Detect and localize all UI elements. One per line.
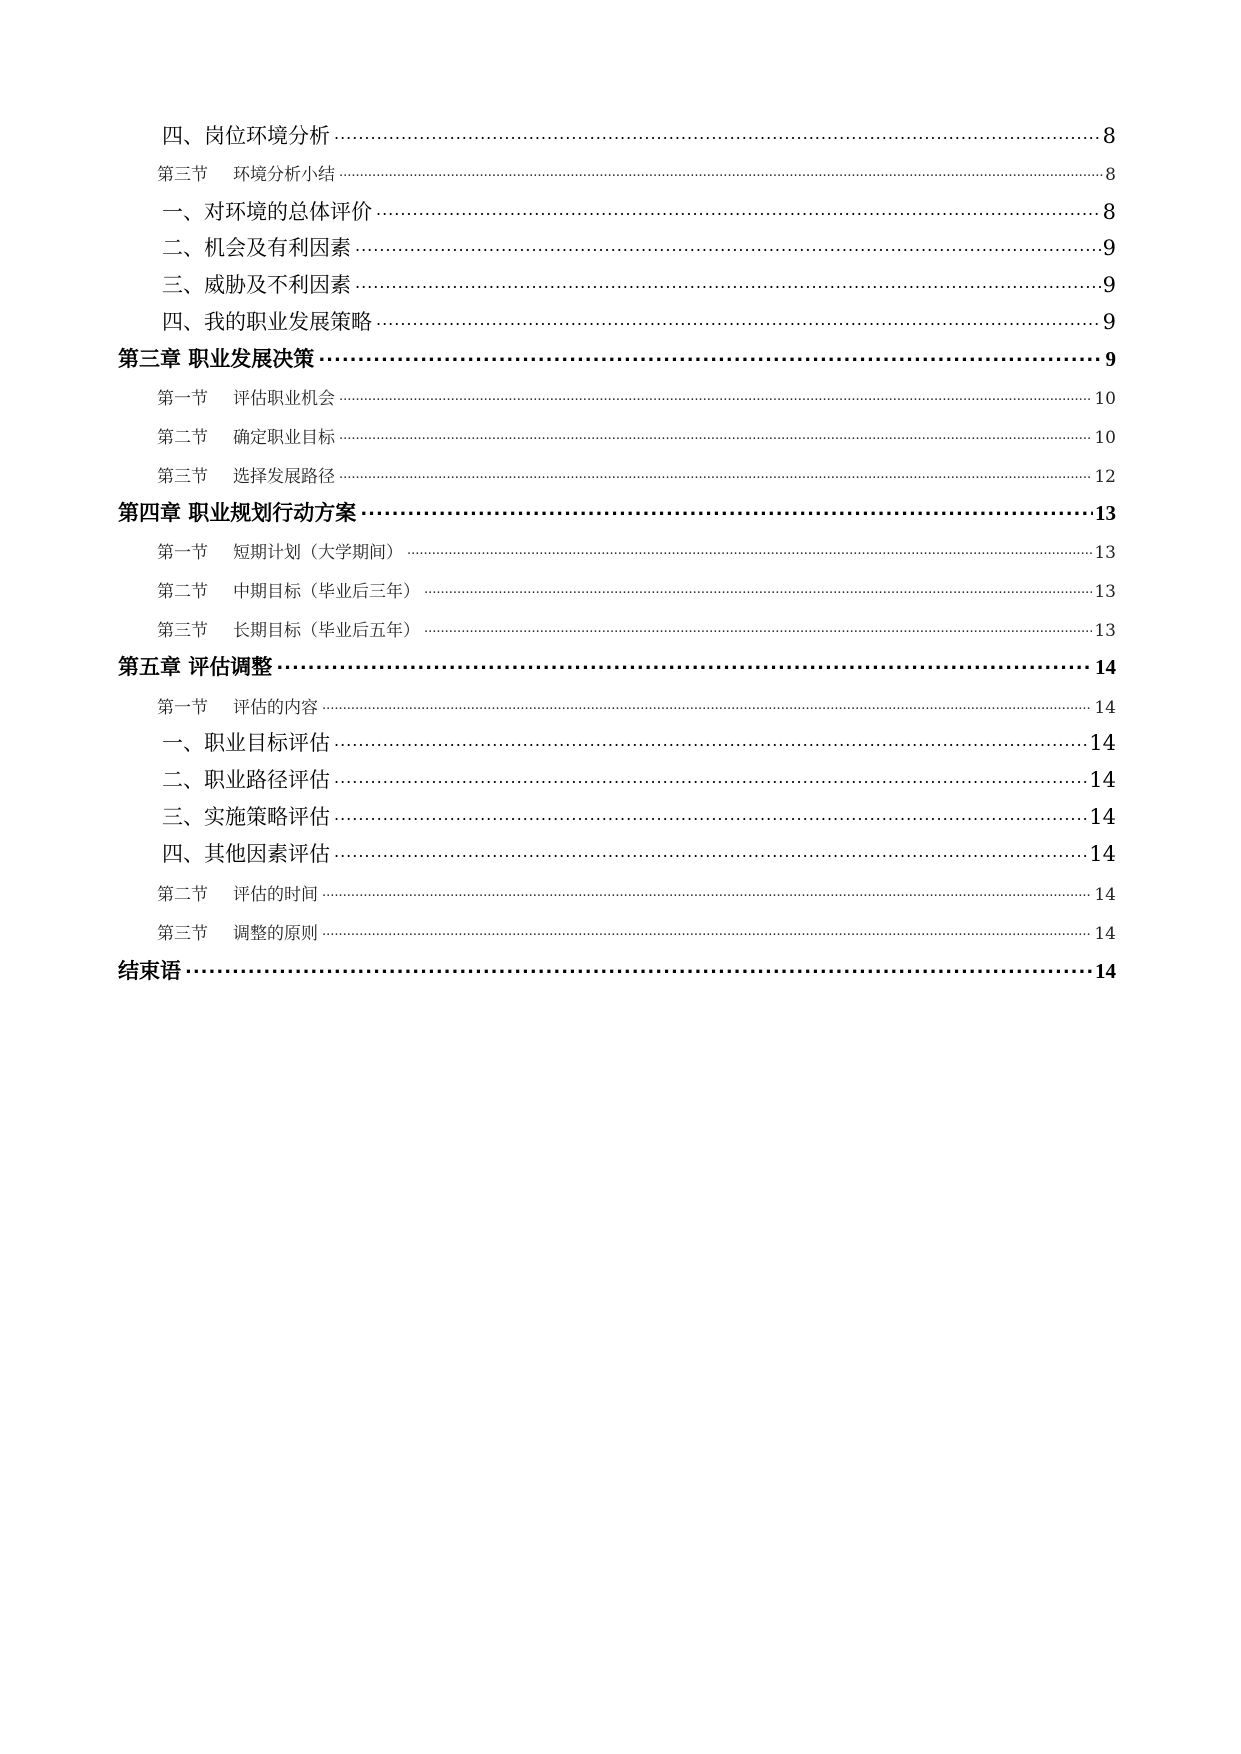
toc-leader-dots — [376, 198, 1101, 219]
toc-leader-dots — [318, 345, 1103, 366]
toc-chapter-title: 结束语 — [118, 959, 181, 983]
toc-entry-title: 评估的内容 — [233, 698, 318, 718]
toc-entry-title: 一、对环境的总体评价 — [162, 200, 372, 224]
toc-leader-dots — [322, 696, 1092, 713]
toc-entry-page: 12 — [1094, 467, 1116, 487]
toc-entry-title: 一、职业目标评估 — [162, 731, 330, 755]
toc-entry-page: 14 — [1095, 959, 1116, 983]
toc-leader-dots — [424, 619, 1092, 636]
toc-entry-page: 13 — [1094, 621, 1116, 641]
toc-section-label: 第一节 — [157, 543, 208, 563]
toc-entry-title: 长期目标（毕业后五年） — [233, 621, 420, 641]
toc-entry-title: 选择发展路径 — [233, 467, 335, 487]
toc-entry[interactable] — [0, 616, 1241, 641]
toc-entry-title: 三、威胁及不利因素 — [162, 273, 351, 297]
toc-leader-dots — [376, 308, 1101, 329]
toc-entry-page: 13 — [1095, 501, 1116, 525]
toc-leader-dots — [334, 766, 1087, 787]
toc-entry-title: 四、其他因素评估 — [162, 842, 330, 866]
toc-entry-title: 环境分析小结 — [233, 165, 335, 185]
toc-section-label: 第三节 — [157, 621, 208, 641]
toc-entry-title: 确定职业目标 — [233, 428, 335, 448]
toc-chapter-title: 第五章 评估调整 — [118, 655, 273, 679]
toc-entry-page: 14 — [1094, 698, 1116, 718]
toc-entry[interactable] — [0, 577, 1241, 602]
toc-entry-page: 10 — [1094, 389, 1116, 409]
toc-section-label: 第二节 — [157, 582, 208, 602]
toc-entry[interactable] — [0, 693, 1241, 718]
toc-entry-title: 三、实施策略评估 — [162, 805, 330, 829]
toc-chapter-title: 第三章 职业发展决策 — [118, 347, 315, 371]
toc-entry[interactable] — [0, 423, 1241, 448]
toc-entry-title: 调整的原则 — [233, 924, 318, 944]
toc-entry-title: 评估的时间 — [233, 885, 318, 905]
toc-chapter-entry[interactable] — [0, 955, 1241, 985]
toc-section-label: 第二节 — [157, 885, 208, 905]
toc-leader-dots — [424, 580, 1092, 597]
toc-entry[interactable] — [0, 727, 1241, 757]
toc-entry[interactable] — [0, 196, 1241, 226]
toc-leader-dots — [334, 840, 1087, 861]
toc-entry-title: 四、我的职业发展策略 — [162, 310, 372, 334]
toc-entry-page: 13 — [1094, 582, 1116, 602]
toc-entry[interactable] — [0, 801, 1241, 831]
toc-leader-dots — [322, 883, 1092, 900]
toc-entry[interactable] — [0, 880, 1241, 905]
toc-leader-dots — [276, 653, 1093, 674]
toc-entry-page: 14 — [1089, 842, 1116, 866]
toc-entry-page: 14 — [1094, 885, 1116, 905]
toc-entry[interactable] — [0, 269, 1241, 299]
toc-entry-page: 9 — [1105, 347, 1116, 371]
toc-section-label: 第三节 — [157, 924, 208, 944]
toc-section-label: 第三节 — [157, 165, 208, 185]
toc-leader-dots — [334, 122, 1101, 143]
toc-entry-page: 13 — [1094, 543, 1116, 563]
toc-entry-page: 9 — [1102, 273, 1116, 297]
toc-section-label: 第一节 — [157, 389, 208, 409]
toc-chapter-entry[interactable] — [0, 651, 1241, 681]
toc-entry[interactable] — [0, 538, 1241, 563]
toc-entry-page: 14 — [1089, 731, 1116, 755]
toc-chapter-entry[interactable] — [0, 497, 1241, 527]
toc-entry-title: 评估职业机会 — [233, 389, 335, 409]
toc-entry-page: 9 — [1102, 310, 1116, 334]
toc-entry-page: 8 — [1102, 124, 1116, 148]
toc-entry-page: 8 — [1102, 200, 1116, 224]
toc-leader-dots — [185, 957, 1093, 978]
toc-leader-dots — [339, 426, 1092, 443]
toc-leader-dots — [355, 234, 1101, 255]
toc-entry-page: 14 — [1094, 924, 1116, 944]
toc-section-label: 第一节 — [157, 698, 208, 718]
toc-entry[interactable] — [0, 764, 1241, 794]
toc-section-label: 第三节 — [157, 467, 208, 487]
toc-leader-dots — [334, 729, 1087, 750]
toc-chapter-entry[interactable] — [0, 343, 1241, 373]
toc-leader-dots — [339, 387, 1092, 404]
toc-leader-dots — [339, 465, 1092, 482]
toc-leader-dots — [355, 271, 1101, 292]
toc-leader-dots — [339, 163, 1103, 180]
toc-entry[interactable] — [0, 384, 1241, 409]
toc-leader-dots — [360, 499, 1093, 520]
toc-entry-page: 14 — [1095, 655, 1116, 679]
toc-entry-title: 二、职业路径评估 — [162, 768, 330, 792]
toc-leader-dots — [334, 803, 1087, 824]
toc-entry-page: 8 — [1105, 165, 1116, 185]
toc-entry[interactable] — [0, 232, 1241, 262]
toc-entry[interactable] — [0, 120, 1241, 150]
toc-chapter-title: 第四章 职业规划行动方案 — [118, 501, 357, 525]
toc-entry[interactable] — [0, 919, 1241, 944]
toc-leader-dots — [322, 922, 1092, 939]
toc-entry-title: 四、岗位环境分析 — [162, 124, 330, 148]
toc-entry[interactable] — [0, 838, 1241, 868]
toc-entry-page: 14 — [1089, 768, 1116, 792]
toc-entry-page: 14 — [1089, 805, 1116, 829]
toc-entry-page: 10 — [1094, 428, 1116, 448]
toc-entry[interactable] — [0, 160, 1241, 185]
toc-entry[interactable] — [0, 306, 1241, 336]
toc-leader-dots — [407, 541, 1092, 558]
toc-entry-title: 二、机会及有利因素 — [162, 236, 351, 260]
toc-entry-page: 9 — [1102, 236, 1116, 260]
toc-entry-title: 短期计划（大学期间） — [233, 543, 403, 563]
toc-entry[interactable] — [0, 462, 1241, 487]
toc-section-label: 第二节 — [157, 428, 208, 448]
toc-entry-title: 中期目标（毕业后三年） — [233, 582, 420, 602]
